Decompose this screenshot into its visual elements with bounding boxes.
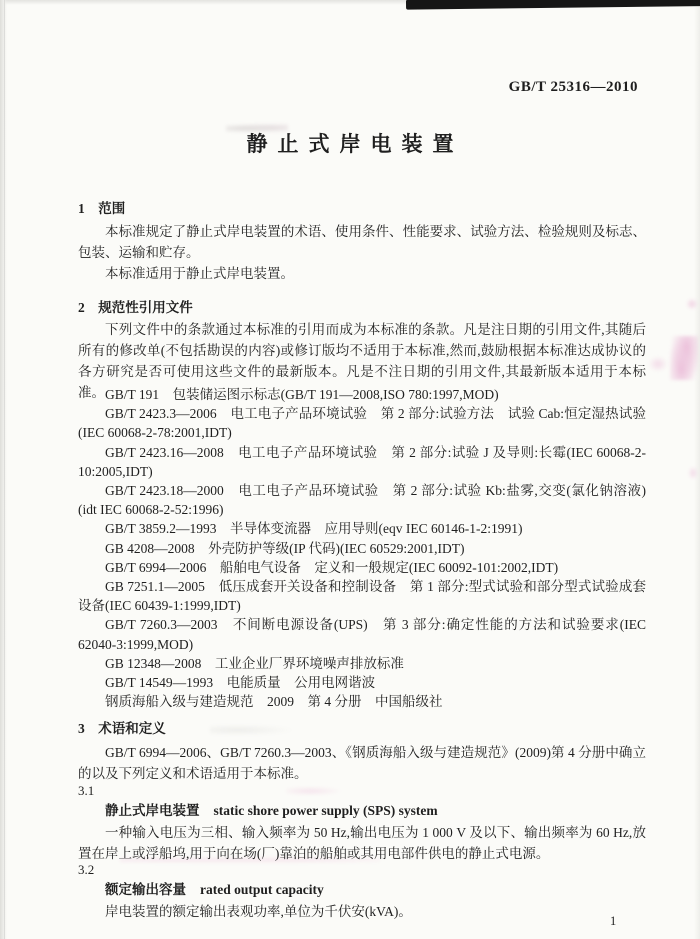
reference-item: GB/T 3859.2—1993 半导体变流器 应用导则(eqv IEC 60146-1-2:1991) xyxy=(105,521,523,537)
definition-3-1-term xyxy=(78,802,646,819)
document-title: 静止式岸电装置 xyxy=(246,132,464,156)
reference-item: GB 4208—2008 外壳防护等级(IP 代码)(IEC 60529:2001,IDT) xyxy=(105,540,465,556)
standard-code: GB/T 25316—2010 xyxy=(508,79,638,95)
page-number: 1 xyxy=(610,914,617,928)
reference-item: GB 12348—2008 工业企业厂界环境噪声排放标准 xyxy=(105,655,404,671)
paragraph-normative-intro: 下列文件中的条款通过本标准的引用而成为本标准的条款。凡是注日期的引用文件,其随后所有的修改单(不包括勘误的内容)或修订版均不适用于本标准,然而,鼓励根据本标准达成协议的各方研究是否可使用这些文件的最新版本。凡是不注日期的引用文件,其最新版本适用于本标准。 xyxy=(78,322,646,400)
reference-item: GB/T 14549—1993 电能质量 公用电网谐波 xyxy=(105,675,376,691)
reference-item: GB/T 7260.3—2003 不间断电源设备(UPS) 第 3 部分:确定性能的方法和试验要求(IEC 62040-3:1999,MOD) xyxy=(78,617,646,652)
reference-item: GB/T 2423.16—2008 电工电子产品环境试验 第 2 部分:试验 J 及导则:长霉(IEC 60068-2-10:2005,IDT) xyxy=(78,444,646,479)
scan-pink-smudge xyxy=(648,356,668,372)
definition-3-2-term xyxy=(78,881,646,898)
reference-item: GB/T 6994—2006 船舶电气设备 定义和一般规定(IEC 60092-101:2002,IDT) xyxy=(105,559,559,575)
definition-3-1-body xyxy=(78,822,646,864)
term-chinese: 静止式岸电装置 xyxy=(105,803,200,818)
reference-item: 钢质海船入级与建造规范 2009 第 4 分册 中国船级社 xyxy=(105,694,443,710)
paragraph-scope-2: 本标准适用于静止式岸电装置。 xyxy=(105,266,294,281)
paragraph-scope-1: 本标准规定了静止式岸电装置的术语、使用条件、性能要求、试验方法、检验规则及标志、包装、运输和贮存。 xyxy=(78,224,646,260)
definition-3-1-number: 3.1 xyxy=(78,783,95,798)
reference-item: GB/T 191 包装储运图示标志(GB/T 191—2008,ISO 780:1997,MOD) xyxy=(105,387,499,402)
paragraph-definition-capacity: 岸电装置的额定输出表观功率,单位为千伏安(kVA)。 xyxy=(105,904,412,919)
paragraph-terms-intro: GB/T 6994—2006、GB/T 7260.3—2003、《钢质海船入级与建造规范》(2009)第 4 分册中确立的以及下列定义和术语适用于本标准。 xyxy=(78,745,646,781)
definition-3-2-body xyxy=(78,901,646,922)
section-2-heading: 2 规范性引用文件 xyxy=(78,300,193,315)
section-3-intro-block xyxy=(78,742,646,784)
term-chinese: 额定输出容量 xyxy=(105,882,186,897)
section-1-body xyxy=(78,221,646,284)
term-english: static shore power supply (SPS) system xyxy=(213,803,438,818)
term-english: rated output capacity xyxy=(200,882,324,897)
reference-item: GB 7251.1—2005 低压成套开关设备和控制设备 第 1 部分:型式试验和部分型式试验成套设备(IEC 60439-1:1999,IDT) xyxy=(78,579,646,614)
section-3-heading: 3 术语和定义 xyxy=(78,721,166,736)
reference-item: GB/T 2423.3—2006 电工电子产品环境试验 第 2 部分:试验方法 试验 Cab:恒定湿热试验(IEC 60068-2-78:2001,IDT) xyxy=(78,406,646,441)
section-1-heading: 1 范围 xyxy=(78,201,126,216)
reference-list xyxy=(78,385,646,711)
paragraph-definition-sps: 一种输入电压为三相、输入频率为 50 Hz,输出电压为 1 000 V 及以下、输出频率为 60 Hz,放置在岸上或浮船坞,用于向在场(厂)靠泊的船舶或其用电部件供电的静止式电源。 xyxy=(78,825,646,861)
scan-black-band xyxy=(406,0,700,10)
definition-3-2-number: 3.2 xyxy=(78,862,95,877)
reference-item: GB/T 2423.18—2000 电工电子产品环境试验 第 2 部分:试验 Kb:盐雾,交变(氯化钠溶液)(idt IEC 60068-2-52:1996) xyxy=(78,483,646,518)
